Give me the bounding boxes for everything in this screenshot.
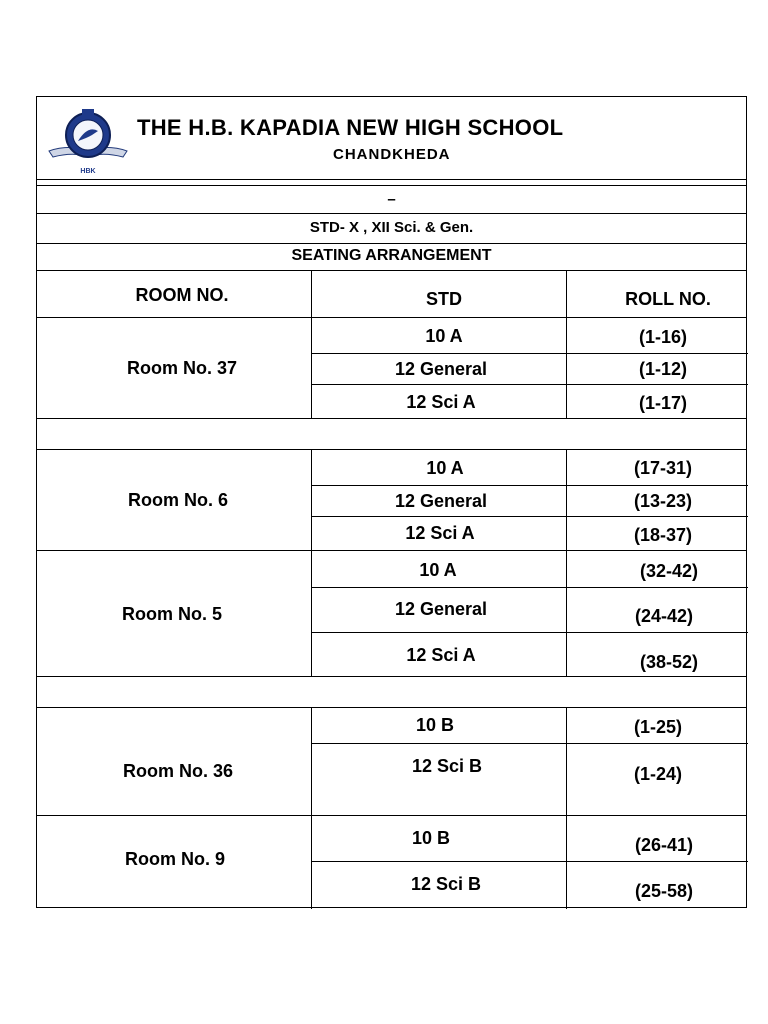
seating-title: SEATING ARRANGEMENT [291, 247, 492, 264]
col-divider-2a [566, 270, 567, 418]
col-divider-2b [566, 449, 567, 676]
roll-cell: (1-24) [633, 764, 683, 784]
room-label: Room No. 5 [121, 604, 223, 624]
roll-cell: (1-16) [638, 327, 688, 347]
room-rule [37, 815, 746, 816]
std-cell: 12 Sci A [405, 523, 475, 543]
row-rule [311, 743, 748, 744]
column-header-room: ROOM NO. [135, 285, 229, 305]
row-rule [311, 632, 748, 633]
roll-cell: (18-37) [633, 525, 693, 545]
roll-cell: (26-41) [634, 835, 694, 855]
roll-cell: (38-52) [639, 652, 699, 672]
std-cell: 10 A [419, 560, 457, 580]
strip-rule-2 [37, 243, 746, 244]
row-rule [311, 861, 748, 862]
roll-cell: (1-25) [633, 717, 683, 737]
row-rule [311, 353, 748, 354]
std-cell: 12 Sci B [411, 756, 483, 776]
std-cell: 10 B [415, 715, 455, 735]
room-label: Room No. 9 [124, 849, 226, 869]
dash-strip: – [387, 191, 396, 208]
roll-cell: (1-12) [638, 359, 688, 379]
std-cell: 12 Sci A [406, 392, 476, 412]
roll-cell: (24-42) [634, 606, 694, 626]
room-rule [37, 550, 746, 551]
svg-text:HBK: HBK [80, 168, 96, 175]
spacer-rule [37, 707, 746, 708]
room-rule [37, 418, 746, 419]
roll-cell: (17-31) [633, 458, 693, 478]
school-name: THE H.B. KAPADIA NEW HIGH SCHOOL [137, 115, 564, 140]
room-label: Room No. 36 [122, 761, 234, 781]
row-rule [311, 384, 748, 385]
spacer-rule [37, 449, 746, 450]
roll-cell: (25-58) [634, 881, 694, 901]
room-label: Room No. 37 [126, 358, 238, 378]
row-rule [311, 485, 748, 486]
std-cell: 10 A [426, 458, 464, 478]
col-divider-1a [311, 270, 312, 418]
row-rule [311, 516, 748, 517]
strip-rule-1 [37, 213, 746, 214]
room-label: Room No. 6 [127, 490, 229, 510]
std-cell: 10 B [411, 828, 451, 848]
col-divider-2c [566, 707, 567, 909]
std-cell: 10 A [425, 326, 463, 346]
room-rule [37, 676, 746, 677]
school-place: CHANDKHEDA [333, 146, 451, 163]
school-logo-icon [45, 105, 131, 177]
std-line-strip: STD- X , XII Sci. & Gen. [309, 219, 474, 236]
header-row-rule [37, 317, 746, 318]
column-header-std: STD [426, 289, 462, 309]
seating-sheet [36, 96, 747, 908]
std-cell: 12 Sci A [406, 645, 476, 665]
roll-cell: (32-42) [639, 561, 699, 581]
roll-cell: (13-23) [633, 491, 693, 511]
column-header-roll: ROLL NO. [625, 289, 711, 309]
roll-cell: (1-17) [638, 393, 688, 413]
std-cell: 12 General [394, 491, 488, 511]
col-divider-1c [311, 707, 312, 909]
col-divider-1b [311, 449, 312, 676]
std-cell: 12 General [394, 359, 488, 379]
header-rule-bottom [37, 185, 746, 186]
strip-rule-3 [37, 270, 746, 271]
header-rule-top [37, 179, 746, 180]
std-cell: 12 General [394, 599, 488, 619]
std-cell: 12 Sci B [410, 874, 482, 894]
row-rule [311, 587, 748, 588]
school-header [37, 97, 746, 185]
